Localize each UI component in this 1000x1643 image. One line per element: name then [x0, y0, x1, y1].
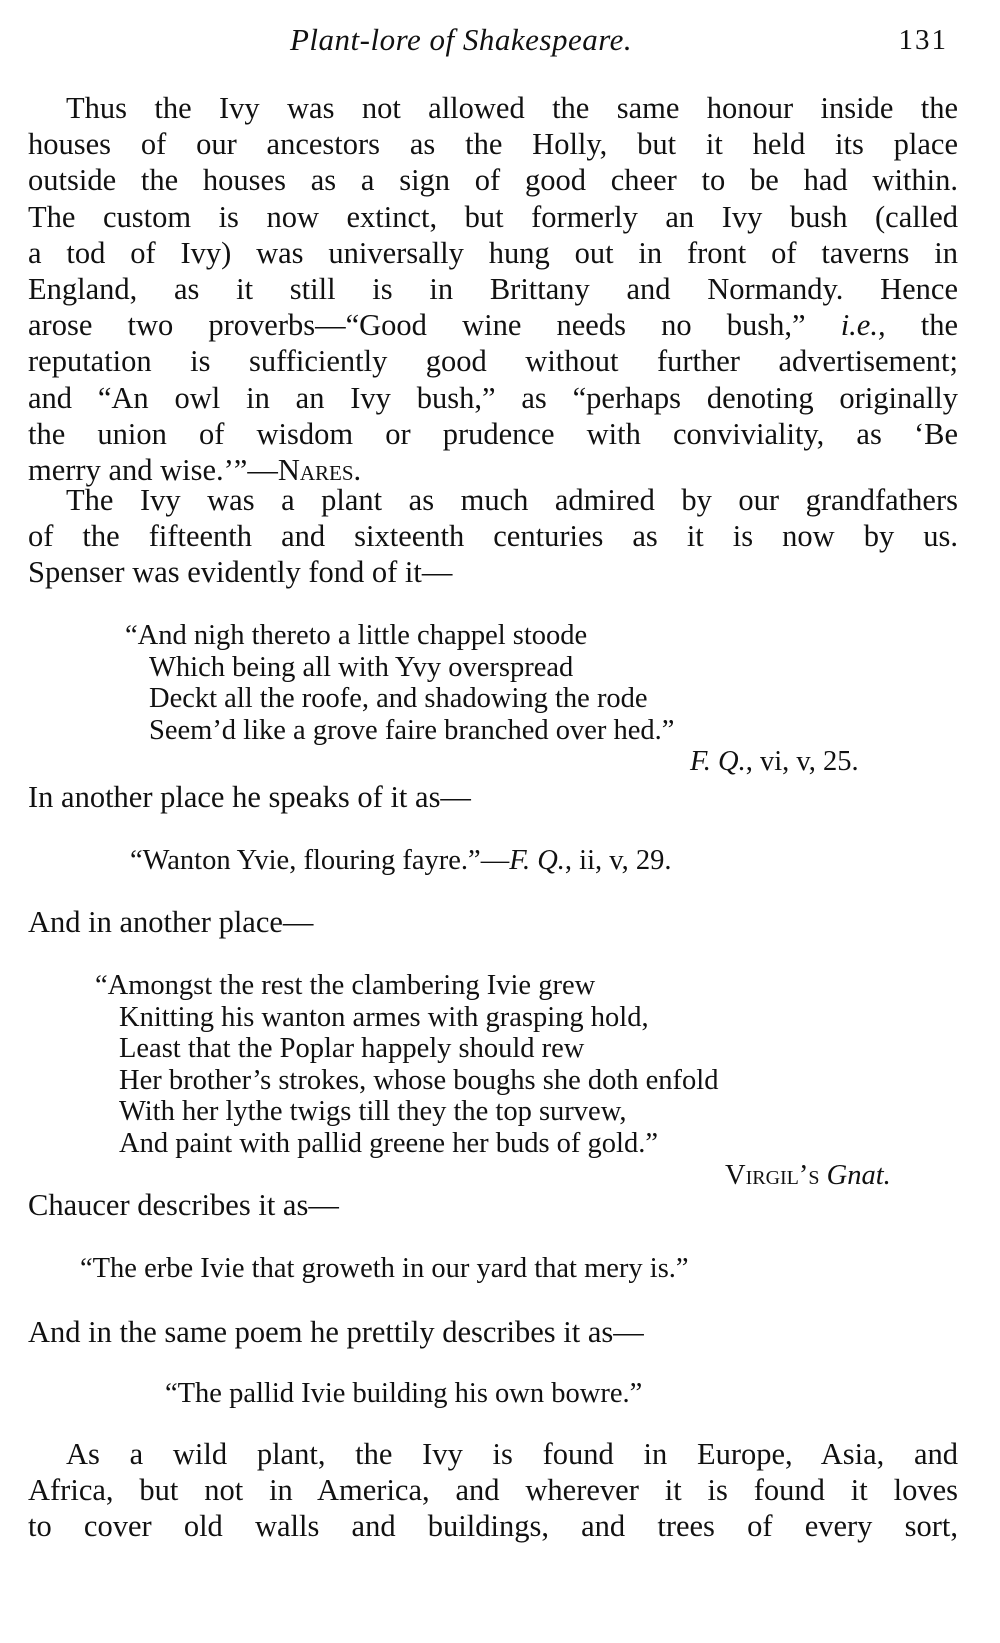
text-line: The Ivy was a plant as much admired by our grandfathers: [66, 483, 958, 517]
text-line: Spenser was evidently fond of it—: [28, 555, 453, 590]
lead-in-line: And in another place—: [28, 905, 314, 939]
verse-line: Knitting his wanton armes with grasping hold,: [119, 1001, 649, 1033]
text-line: England, as it still is in Brittany and Normandy. Hence: [28, 271, 958, 306]
verse-citation-3: [725, 1160, 891, 1192]
verse-block-3: [95, 970, 718, 1159]
text-line: houses of our ancestors as the Holly, but it held its place: [28, 127, 958, 162]
text-line: Thus the Ivy was not allowed the same honour inside the: [66, 91, 958, 125]
lead-in-line: And in the same poem he prettily describes it as—: [28, 1315, 644, 1349]
text-line: [28, 307, 958, 343]
verse-citation-1: [690, 746, 859, 778]
text-line: a tod of Ivy) was universally hung out in front of taverns in: [28, 235, 958, 270]
citation-ref: , ii, v, 29.: [564, 845, 672, 876]
verse-block-2: [130, 845, 672, 877]
verse-line: “Amongst the rest the clambering Ivie grew: [95, 970, 596, 1001]
text-line: to cover old walls and buildings, and trees of every sort,: [28, 1509, 958, 1544]
citation-work: F. Q.: [509, 845, 565, 876]
text-segment: the: [920, 308, 959, 343]
citation-ref: , vi, v, 25.: [745, 746, 859, 777]
verse-line: Least that the Poplar happely should rew: [119, 1033, 585, 1064]
page-number: 131: [898, 24, 948, 56]
paragraph-1: [28, 90, 958, 488]
paragraph-2: [28, 482, 958, 591]
citation-author: Virgil’s: [725, 1160, 820, 1191]
verse-line: And paint with pallid greene her buds of gold.”: [119, 1127, 658, 1159]
verse-line: Deckt all the roofe, and shadowing the rode: [149, 683, 648, 714]
text-line: the union of wisdom or prudence with conviviality, as ‘Be: [28, 416, 958, 451]
text-segment: merry and wise.’”—: [28, 452, 278, 487]
running-head: [0, 22, 1000, 62]
verse-line: Which being all with Yvy overspread: [149, 651, 574, 683]
citation-work: Gnat.: [826, 1160, 891, 1191]
text-line: of the fifteenth and sixteenth centuries as it is now by us.: [28, 519, 958, 554]
verse-line: “Wanton Yvie, flouring fayre.”—: [130, 845, 510, 876]
text-line: outside the houses as a sign of good cheer to be had within.: [28, 163, 958, 198]
verse-block-4: “The erbe Ivie that groweth in our yard that mery is.”: [80, 1253, 689, 1284]
text-line: The custom is now extinct, but formerly an Ivy bush (called: [28, 199, 958, 234]
text-line: As a wild plant, the Ivy is found in Europe, Asia, and: [66, 1437, 958, 1471]
text-line: Africa, but not in America, and wherever it is found it loves: [28, 1473, 958, 1508]
text-line: reputation is sufficiently good without further advertisement;: [28, 344, 958, 379]
text-segment: arose two proverbs—“Good wine needs no bush,”: [28, 308, 806, 343]
verse-line: Seem’d like a grove faire branched over hed.”: [149, 714, 675, 746]
verse-block-5: “The pallid Ivie building his own bowre.”: [165, 1378, 643, 1409]
author-attribution: Nares.: [277, 452, 362, 487]
italic-abbrev: i.e.,: [840, 308, 886, 343]
citation-work: F. Q.: [690, 746, 746, 777]
text-line: and “An owl in an Ivy bush,” as “perhaps denoting originally: [28, 380, 958, 415]
running-title: Plant-lore of Shakespeare.: [290, 22, 633, 57]
verse-line: “And nigh thereto a little chappel stoode: [125, 620, 588, 651]
verse-line: With her lythe twigs till they the top survew,: [119, 1096, 627, 1127]
lead-in-line: Chaucer describes it as—: [28, 1188, 339, 1222]
paragraph-3: [28, 1436, 958, 1545]
verse-line: Her brother’s strokes, whose boughs she doth enfold: [119, 1064, 719, 1096]
verse-block-1: [125, 620, 674, 746]
lead-in-line: In another place he speaks of it as—: [28, 780, 471, 814]
